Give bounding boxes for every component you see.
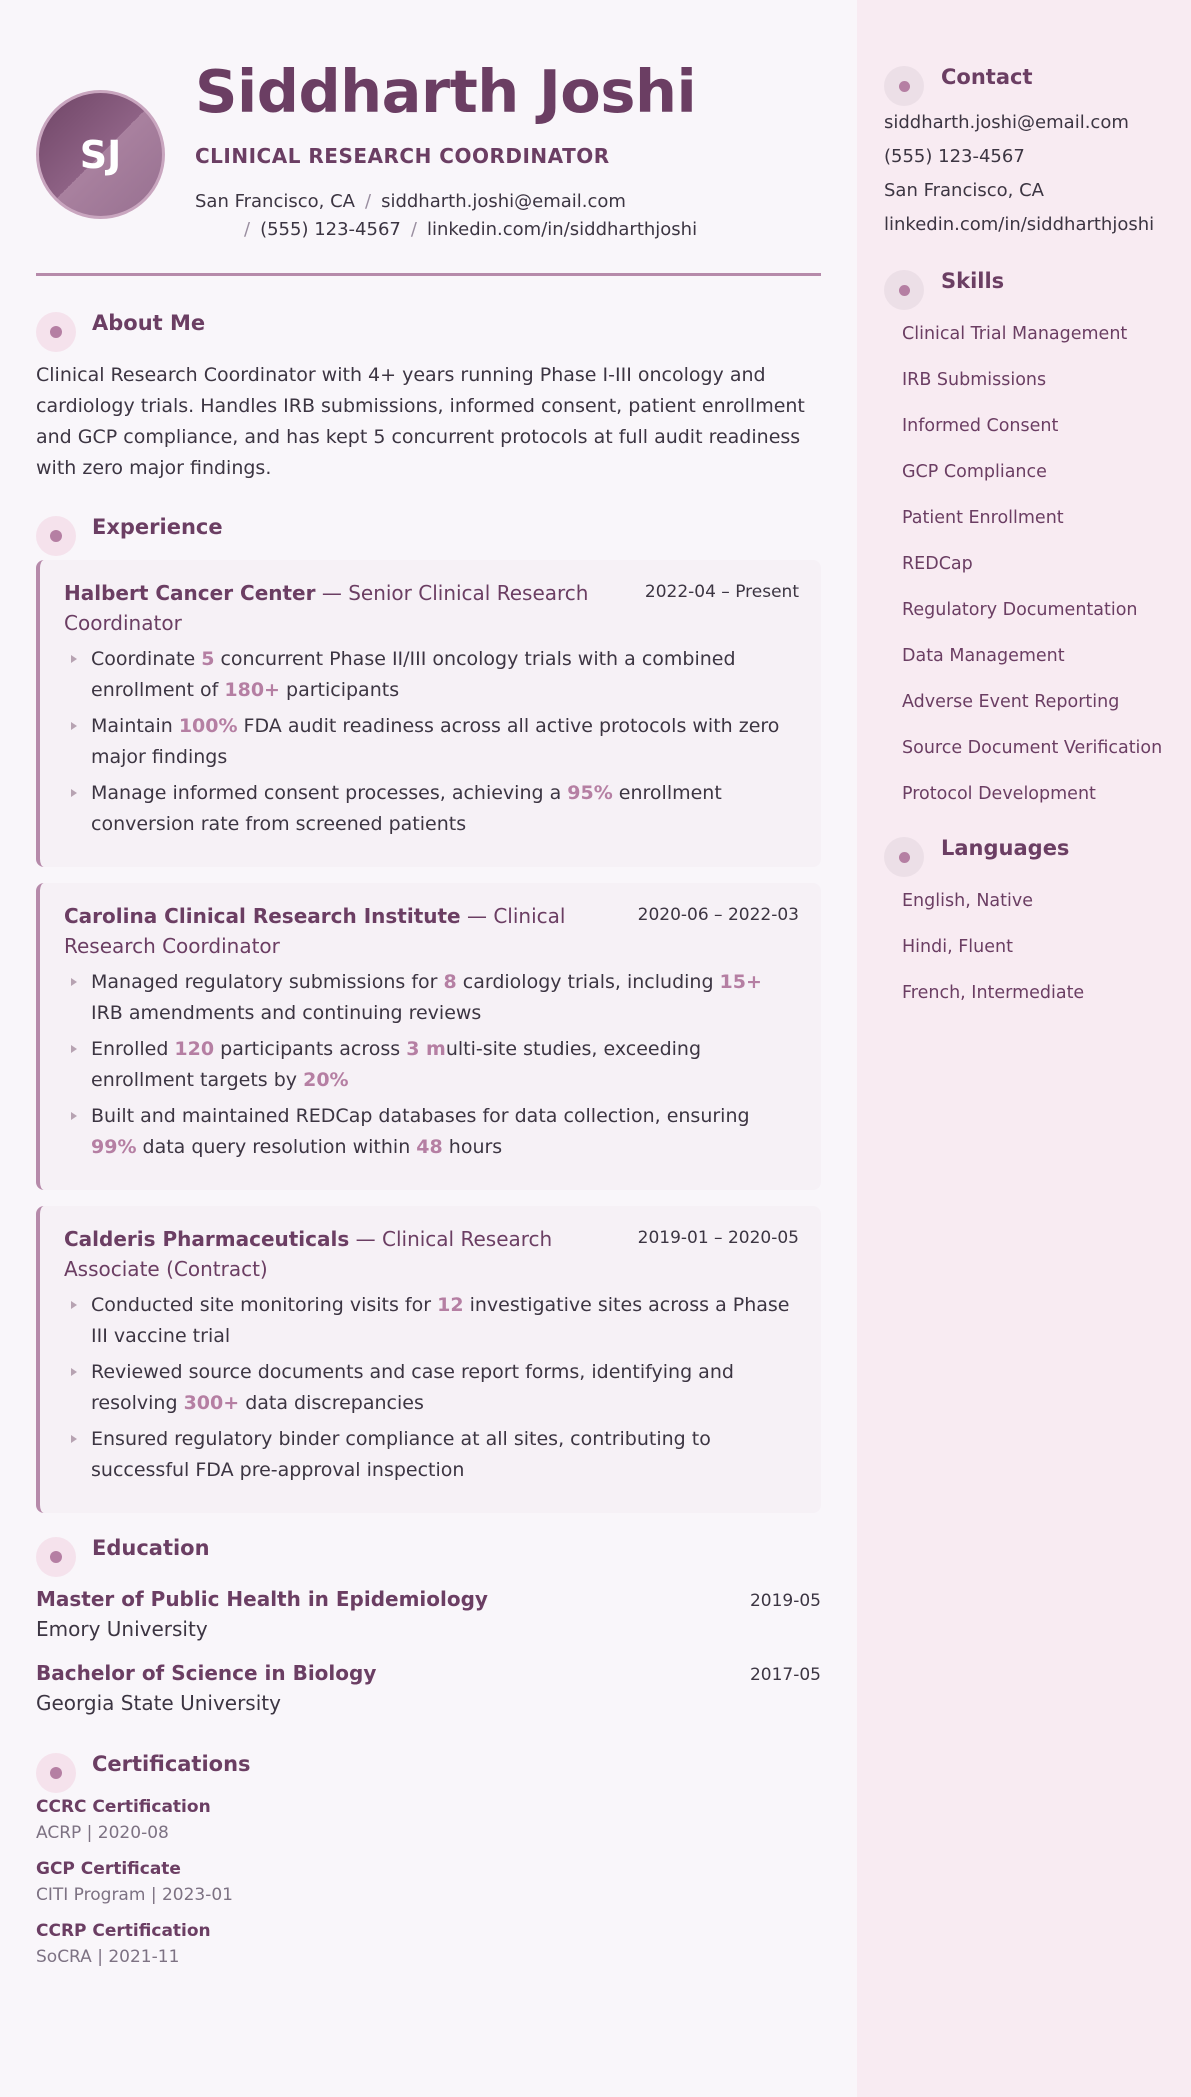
sidebar bbox=[857, 0, 1191, 2097]
experience-card bbox=[36, 560, 821, 867]
highlight-metric: 120 bbox=[174, 1038, 215, 1060]
bullet-text: FDA audit readiness across all active protocols with zero major findings bbox=[91, 715, 780, 768]
job-title-line bbox=[64, 578, 604, 638]
job-title: — Clinical Research Coordinator bbox=[64, 904, 566, 958]
highlight-metric: 8 bbox=[443, 971, 457, 993]
degree: Master of Public Health in Epidemiology bbox=[36, 1587, 488, 1611]
experience-card bbox=[36, 883, 821, 1190]
highlight-metric: 95% bbox=[567, 782, 613, 804]
bullet-text: hours bbox=[442, 1136, 503, 1158]
header-linkedin[interactable]: linkedin.com/in/siddharthjoshi bbox=[426, 219, 698, 240]
section-bullet-icon bbox=[884, 837, 924, 877]
graduation-date: 2019-05 bbox=[749, 1591, 821, 1611]
bullet-text: cardiology trials, including bbox=[456, 971, 720, 993]
header-contact-line-1 bbox=[195, 191, 626, 212]
section-title: Experience bbox=[92, 515, 223, 539]
job-bullet bbox=[64, 967, 799, 1029]
certification-name: CCRP Certification bbox=[36, 1921, 211, 1941]
contact-list bbox=[884, 106, 1167, 238]
skill-item: IRB Submissions bbox=[902, 370, 1047, 390]
school: Emory University bbox=[36, 1617, 208, 1641]
language-item: English, Native bbox=[902, 891, 1033, 911]
experience-section-heading bbox=[36, 514, 821, 544]
section-title: Education bbox=[92, 1536, 210, 1560]
separator: / bbox=[244, 219, 251, 240]
education-list bbox=[36, 1587, 821, 1715]
bullet-text: concurrent Phase II/III oncology trials with a combined enrollment of bbox=[91, 648, 736, 701]
highlight-metric: 48 bbox=[416, 1136, 443, 1158]
section-title: Skills bbox=[941, 269, 1005, 293]
highlight-metric: 12 bbox=[437, 1294, 464, 1316]
header-phone[interactable]: (555) 123-4567 bbox=[260, 219, 401, 240]
contact-section-heading bbox=[884, 64, 1167, 104]
header-email[interactable]: siddharth.joshi@email.com bbox=[381, 191, 626, 212]
section-bullet-icon bbox=[36, 1753, 76, 1793]
job-bullet bbox=[64, 778, 799, 840]
job-title-line bbox=[64, 901, 604, 961]
section-bullet-icon bbox=[36, 312, 76, 352]
section-bullet-icon bbox=[884, 270, 924, 310]
bullet-text: Coordinate bbox=[91, 648, 202, 670]
header-contact-line-2 bbox=[244, 219, 697, 240]
degree: Bachelor of Science in Biology bbox=[36, 1661, 377, 1685]
bullet-text: Built and maintained REDCap databases for data collection, ensuring bbox=[91, 1105, 750, 1127]
bullet-text: Maintain bbox=[91, 715, 179, 737]
highlight-metric: 5 bbox=[201, 648, 215, 670]
highlight-metric: 300+ bbox=[183, 1392, 240, 1414]
certification-item bbox=[36, 1921, 821, 1967]
header-location: San Francisco, CA bbox=[195, 191, 355, 212]
bullet-text: IRB amendments and continuing reviews bbox=[91, 1002, 482, 1024]
certifications-section-heading bbox=[36, 1751, 821, 1781]
section-title: Contact bbox=[941, 65, 1033, 89]
skills-section-heading bbox=[884, 268, 1167, 308]
avatar bbox=[36, 90, 165, 219]
certifications-list bbox=[36, 1797, 821, 1967]
skill-item: Patient Enrollment bbox=[902, 508, 1064, 528]
skill-item: Data Management bbox=[902, 646, 1065, 666]
education-item bbox=[36, 1661, 821, 1715]
skill-item: Clinical Trial Management bbox=[902, 324, 1128, 344]
skill-item: Adverse Event Reporting bbox=[902, 692, 1120, 712]
highlight-metric: 180+ bbox=[224, 679, 280, 701]
highlight-metric: 20% bbox=[303, 1069, 349, 1091]
about-section-heading bbox=[36, 310, 821, 340]
job-dates: 2022-04 – Present bbox=[644, 582, 799, 602]
bullet-text: data discrepancies bbox=[239, 1392, 424, 1414]
highlight-metric: 100% bbox=[178, 715, 238, 737]
job-bullet bbox=[64, 1101, 799, 1163]
job-bullet bbox=[64, 711, 799, 773]
job-dates: 2020-06 – 2022-03 bbox=[637, 905, 799, 925]
job-title-line bbox=[64, 1224, 604, 1284]
highlight-metric: 99% bbox=[91, 1136, 137, 1158]
job-bullet bbox=[64, 644, 799, 706]
experience-card bbox=[36, 1206, 821, 1513]
job-bullet bbox=[64, 1357, 799, 1419]
education-item bbox=[36, 1587, 821, 1641]
education-section-heading bbox=[36, 1535, 821, 1565]
job-bullets bbox=[64, 967, 799, 1163]
contact-linkedin[interactable]: linkedin.com/in/siddharthjoshi bbox=[884, 214, 1155, 235]
contact-location: San Francisco, CA bbox=[884, 180, 1044, 201]
bullet-text: Conducted site monitoring visits for bbox=[91, 1294, 438, 1316]
bullet-text: investigative sites across a Phase III vaccine trial bbox=[91, 1294, 790, 1347]
about-text: Clinical Research Coordinator with 4+ years running Phase I-III oncology and cardiology trials. Handles IRB submissions, informed consent, patient enrollment and GCP compliance, and has kept 5 concurrent protocols at full audit readiness with zero major findings. bbox=[36, 364, 805, 479]
language-item: French, Intermediate bbox=[902, 983, 1085, 1003]
certification-item bbox=[36, 1859, 821, 1905]
bullet-text: data query resolution within bbox=[136, 1136, 417, 1158]
bullet-text: enrollment conversion rate from screened patients bbox=[91, 782, 722, 835]
languages-section-heading bbox=[884, 835, 1167, 875]
section-title: About Me bbox=[92, 311, 206, 335]
language-item: Hindi, Fluent bbox=[902, 937, 1013, 957]
skill-item: Protocol Development bbox=[902, 784, 1096, 804]
skill-item: Informed Consent bbox=[902, 416, 1059, 436]
company-name: Calderis Pharmaceuticals bbox=[64, 1227, 350, 1251]
skill-item: REDCap bbox=[902, 554, 973, 574]
certification-detail: ACRP | 2020-08 bbox=[36, 1823, 169, 1843]
bullet-text: participants across bbox=[214, 1038, 407, 1060]
job-bullet bbox=[64, 1290, 799, 1352]
job-dates: 2019-01 – 2020-05 bbox=[637, 1228, 799, 1248]
candidate-role: CLINICAL RESEARCH COORDINATOR bbox=[195, 144, 610, 168]
section-bullet-icon bbox=[36, 516, 76, 556]
company-name: Carolina Clinical Research Institute bbox=[64, 904, 461, 928]
languages-list bbox=[884, 889, 1167, 1006]
separator: / bbox=[364, 191, 372, 212]
section-title: Certifications bbox=[92, 1752, 251, 1776]
certification-item bbox=[36, 1797, 821, 1843]
company-name: Halbert Cancer Center bbox=[64, 581, 316, 605]
bullet-text: participants bbox=[279, 679, 400, 701]
job-title: — Senior Clinical Research Coordinator bbox=[64, 581, 589, 635]
certification-name: CCRC Certification bbox=[36, 1797, 211, 1817]
bullet-text: Ensured regulatory binder compliance at all sites, contributing to successful FDA pre-approval inspection bbox=[91, 1428, 711, 1481]
highlight-metric: 15+ bbox=[719, 971, 762, 993]
job-bullets bbox=[64, 1290, 799, 1486]
separator: / bbox=[410, 219, 417, 240]
bullet-text: ulti-site studies, exceeding enrollment targets by bbox=[91, 1038, 702, 1091]
section-bullet-icon bbox=[884, 66, 924, 106]
skills-list bbox=[884, 322, 1167, 807]
job-bullets bbox=[64, 644, 799, 840]
avatar-initials: SJ bbox=[79, 132, 122, 177]
contact-email[interactable]: siddharth.joshi@email.com bbox=[884, 112, 1129, 133]
experience-list bbox=[36, 560, 821, 1513]
bullet-text: Enrolled bbox=[91, 1038, 175, 1060]
bullet-text: Manage informed consent processes, achieving a bbox=[91, 782, 568, 804]
bullet-text: Reviewed source documents and case report forms, identifying and resolving bbox=[91, 1361, 734, 1414]
contact-phone[interactable]: (555) 123-4567 bbox=[884, 146, 1025, 167]
section-title: Languages bbox=[941, 836, 1070, 860]
graduation-date: 2017-05 bbox=[749, 1665, 821, 1685]
skill-item: Source Document Verification bbox=[902, 738, 1163, 758]
job-bullet bbox=[64, 1424, 799, 1486]
highlight-metric: 3 m bbox=[406, 1038, 446, 1060]
candidate-name: Siddharth Joshi bbox=[195, 57, 697, 126]
resume-header bbox=[36, 0, 821, 276]
section-bullet-icon bbox=[36, 1537, 76, 1577]
job-bullet bbox=[64, 1034, 799, 1096]
certification-name: GCP Certificate bbox=[36, 1859, 181, 1879]
skill-item: Regulatory Documentation bbox=[902, 600, 1138, 620]
certification-detail: CITI Program | 2023-01 bbox=[36, 1885, 233, 1905]
school: Georgia State University bbox=[36, 1691, 281, 1715]
certification-detail: SoCRA | 2021-11 bbox=[36, 1947, 180, 1967]
bullet-text: Managed regulatory submissions for bbox=[91, 971, 444, 993]
skill-item: GCP Compliance bbox=[902, 462, 1047, 482]
job-title: — Clinical Research Associate (Contract) bbox=[64, 1227, 553, 1281]
